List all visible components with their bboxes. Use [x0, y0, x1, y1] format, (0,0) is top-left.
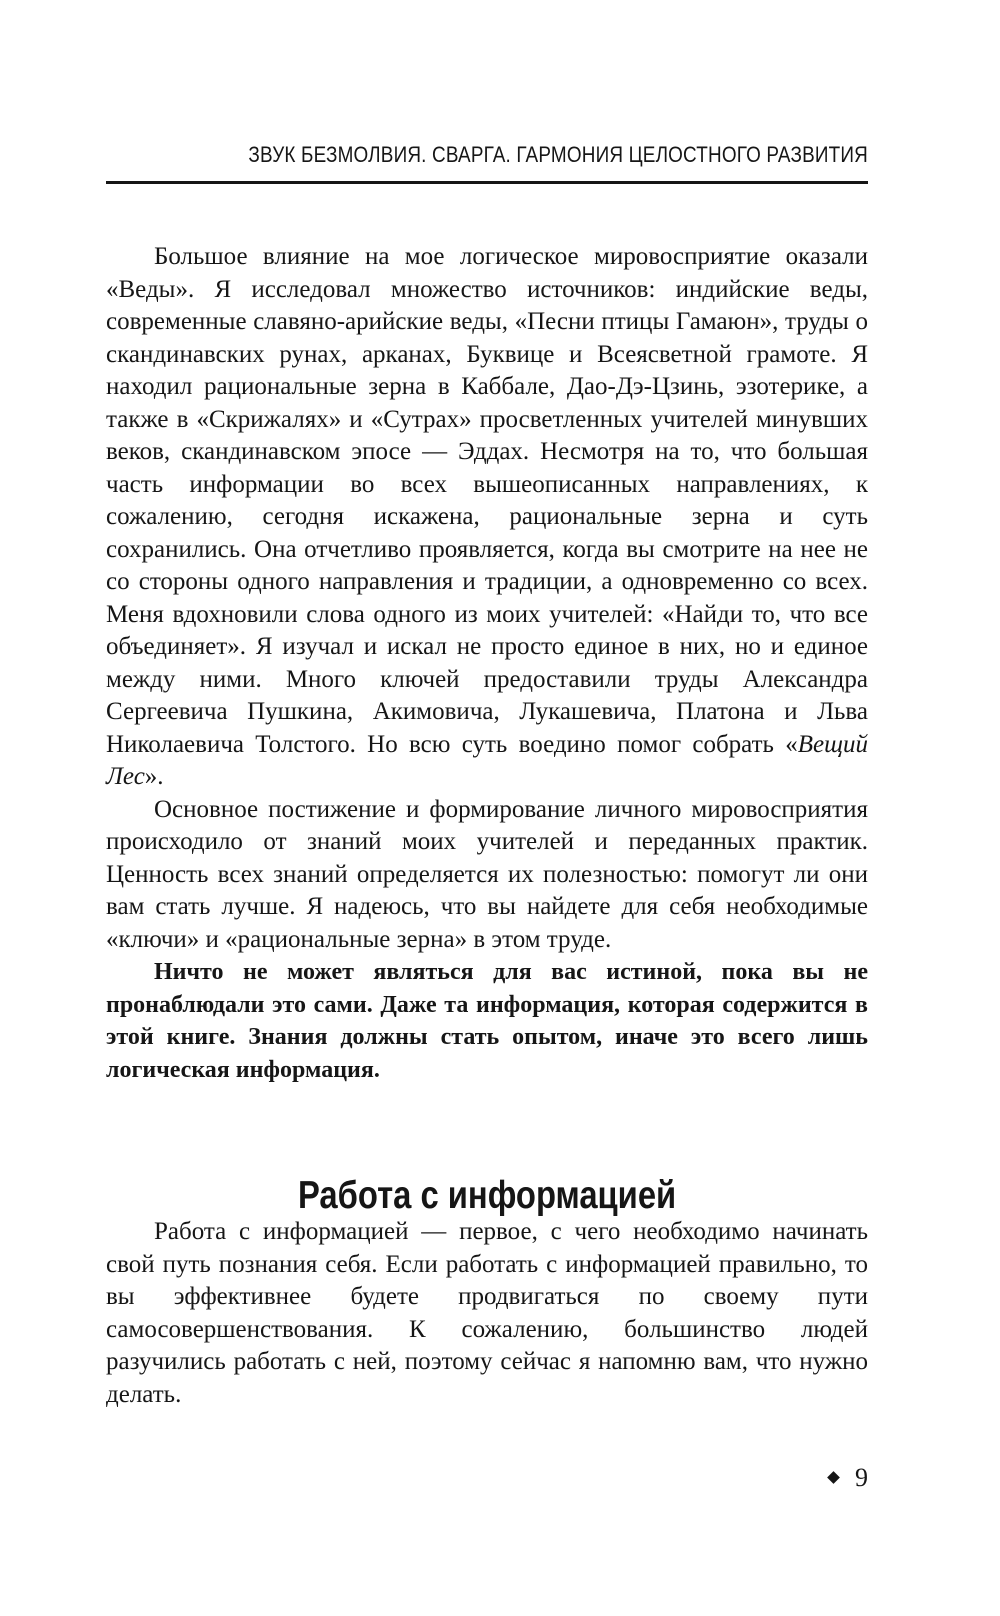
text-block-top [106, 241, 868, 1086]
page-folio [829, 1462, 868, 1494]
section-heading-text: Работа с информацией [297, 1174, 677, 1218]
paragraph-vedas [106, 241, 868, 794]
paragraph-vedas-end: ». [144, 763, 164, 790]
page-number: 9 [855, 1463, 868, 1492]
paragraph-vedas-text: Большое влияние на мое логическое мировосприятие оказали «Веды». Я исследовал множество источников: индийские веды, современные славяно-арийские веды, «Песни птицы Гамаюн», труды о скандинавских рунах, арканах, Буквице и Всеясветной грамоте. Я находил рациональные зерна в Каббале, Дао-Дэ-Цзинь, эзотерике, а также в «Скрижалях» и «Сутрах» просветленных учителей минувших веков, скандинавском эпосе — Эддах. Несмотря на то, что большая часть информации во всех вышеописанных направлениях, к сожалению, сегодня искажена, рациональные зерна и суть сохранились. Она отчетливо проявляется, когда вы смотрите на нее не со стороны одного направления и традиции, а одновременно со всех. Меня вдохновили слова одного из моих учителей: «Найди то, что все объединяет». Я изучал и искал не просто единое в них, но и единое между ними. Много ключей предоставили труды Александра Сергеевича Пушкина, Акимовича, Лукашевича, Платона и Льва Николаевича Толстого. Но всю суть воедино помог собрать « [106, 243, 868, 758]
italic-book-title: Вещий Лес [106, 730, 868, 790]
diamond-icon [827, 1471, 840, 1484]
running-head [106, 136, 868, 186]
text-block-bottom [106, 1216, 868, 1411]
paragraph-bold-truth: Ничто не может являться для вас истиной, пока вы не пронаблюдали это сами. Даже та информация, которая содержится в этой книге. Знания должны стать опытом, иначе это всего лишь логическая информация. [106, 959, 868, 1083]
running-head-rule [106, 181, 868, 184]
paragraph-information-work: Работа с информацией — первое, с чего необходимо начинать свой путь познания себя. Если работать с информацией правильно, то вы эффективнее будете продвигаться по своему пути самосовершенствования. К сожалению, большинство людей разучились работать с ней, поэтому сейчас я напомню вам, что нужно делать. [106, 1218, 868, 1408]
paragraph-knowledge: Основное постижение и формирование личного мировосприятия происходило от знаний моих учителей и переданных практик. Ценность всех знаний определяется их полезностью: помогут ли они вам стать лучше. Я надеюсь, что вы найдете для себя необходимые «ключи» и «рациональные зерна» в этом труде. [106, 795, 868, 953]
section-heading [106, 1172, 868, 1220]
running-head-title: ЗВУК БЕЗМОЛВИЯ. СВАРГА. ГАРМОНИЯ ЦЕЛОСТНОГО РАЗВИТИЯ [248, 142, 868, 167]
